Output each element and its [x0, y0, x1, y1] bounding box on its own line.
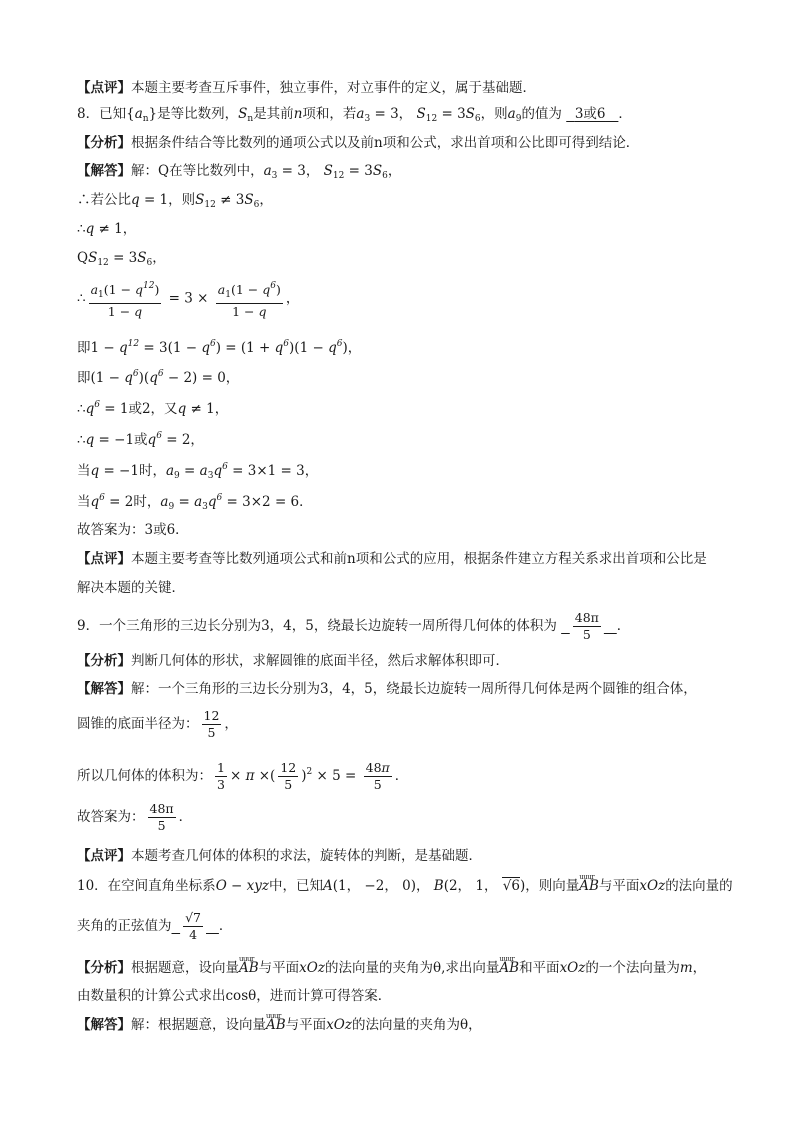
- q8-comment-1: 【点评】本题主要考查等比数列通项公式和前n项和公式的应用，根据条件建立方程关系求出首项和公比是: [77, 551, 707, 567]
- q8-math-s: S: [238, 106, 248, 122]
- q8-solution-5: ∴ $\frac{a_1(1 - q^{12})}{1 - q}$ = 3 × $\frac{a_1(1 - q^6)}{1 - q}$ ，: [77, 278, 299, 318]
- q8-stem-2: 是其前: [253, 106, 294, 122]
- q8-prefix: 8．已知: [77, 106, 127, 122]
- q8-analysis-text: 根据条件结合等比数列的通项公式以及前n项和公式，求出首项和公比即可得到结论．: [131, 135, 640, 151]
- q8-solution-2: ∴若公比q = 1，则$S_{12} \ne 3S_6$，: [77, 192, 273, 210]
- q8-solution-7: 即$(1 - q^6)(q^6 - 2) = 0$，: [77, 369, 240, 386]
- q9-comment: 【点评】本题考查几何体的体积的求法，旋转体的判断，是基础题．: [77, 848, 482, 864]
- q8-comment-2: 解决本题的关键．: [77, 580, 185, 596]
- q9-solution-1: 【解答】解：一个三角形的三边长分别为3，4，5，绕最长边旋转一周所得几何体是两个圆锥的组合体，: [77, 681, 697, 697]
- q8-solution-9: ∴q = −1或$q^6 = 2$，: [77, 431, 204, 448]
- q8-stem-4: ，则: [480, 106, 508, 122]
- analysis-tag: 【分析】: [77, 135, 131, 151]
- q10-analysis-1: 【分析】根据题意，设向量uuur AB与平面xOz的法向量的夹角为θ,求出向量uuur AB和平面xOz的一个法向量为m，: [77, 958, 706, 978]
- solution-tag: 【解答】: [77, 163, 131, 179]
- q8-solution-3: ∴q ≠ 1，: [77, 221, 137, 237]
- q9-solution-2: 圆锥的底面半径为： $\frac{12}{5}$ ，: [77, 708, 238, 740]
- q8-solution-10: 当q = −1时，$a_9 = a_3q^6 = 3\times 1 = 3$，: [77, 462, 319, 481]
- q8-final: 故答案为：3或6．: [77, 522, 189, 538]
- comment-tag: 【点评】: [77, 80, 131, 96]
- q10-stem-line-2: 夹角的正弦值为 $\frac{√7}{4}$ ．: [77, 910, 233, 942]
- q9-analysis: 【分析】判断几何体的形状，求解圆锥的底面半径，然后求解体积即可．: [77, 653, 509, 669]
- top-comment-text: 本题主要考查互斥事件，独立事件，对立事件的定义，属于基础题．: [131, 80, 536, 96]
- q8-solution-11: 当$q^6 = 2$时，$a_9 = a_3q^6 = 3\times 2 = 6$．: [77, 493, 313, 512]
- q10-stem-line-1: 10．在空间直角坐标系O − xyz中，已知A(1， −2， 0)， B(2， 1， √6)，则向量uuur AB与平面xOz的法向量的: [77, 876, 733, 896]
- q8-solution-1: 【解答】解：Q在等比数列中，$a_3 = 3$， $S_{12} = 3S_6$，: [77, 163, 402, 181]
- q8-solution-8: $\therefore q^6 = 1$或2，又q ≠ 1，: [77, 400, 229, 417]
- q8-analysis: [77, 133, 639, 153]
- q10-answer: $\frac{√7}{4}$: [185, 910, 202, 942]
- q9-final: 故答案为： $\frac{48\pi}{5}$ ．: [77, 801, 193, 833]
- q10-solution-1: 【解答】解：根据题意，设向量uuur AB与平面xOz的法向量的夹角为θ，: [77, 1015, 482, 1035]
- q8-solution-4: $QS_{12} = 3S_6$，: [77, 250, 166, 268]
- q8-math-a: $\{a_n\}$: [126, 106, 158, 124]
- q9-stem: 9．一个三角形的三边长分别为3，4，5，绕最长边旋转一周所得几何体的体积为 $\frac{48\pi}{5}$ ．: [77, 610, 631, 642]
- q8-math-cond: $a_3 = 3$， $S_{12} = 3S_6$: [356, 106, 481, 124]
- q8-stem-5: 的值为: [521, 106, 562, 122]
- q10-analysis-2: 由数量积的计算公式求出cosθ，进而计算可得答案．: [77, 988, 392, 1004]
- q9-answer: $\frac{48\pi}{5}$: [574, 610, 599, 642]
- q8-solution-6: 即$1 - q^{12} = 3(1 - q^6) = (1 + q^6)(1 - q^6)$，: [77, 339, 362, 356]
- q8-stem-1: 是等比数列，: [157, 106, 239, 122]
- q8-stem: 8．已知$\{a_n\}$是等比数列，$S_n$是其前n项和，若$a_3 = 3$， $S_{12} = 3S_6$，则$a_9$的值为 3或6 ．: [77, 106, 632, 124]
- top-comment-line: [77, 78, 536, 98]
- q8-stem-3: 项和，若: [302, 106, 357, 122]
- q9-solution-3: 所以几何体的体积为： $\frac{1}{3}$ × π ×( $\frac{12}{5}$ )$^2$ × 5 = $\frac{48\pi}{5}$ ．: [77, 760, 409, 792]
- q8-answer: 3或6: [574, 106, 606, 122]
